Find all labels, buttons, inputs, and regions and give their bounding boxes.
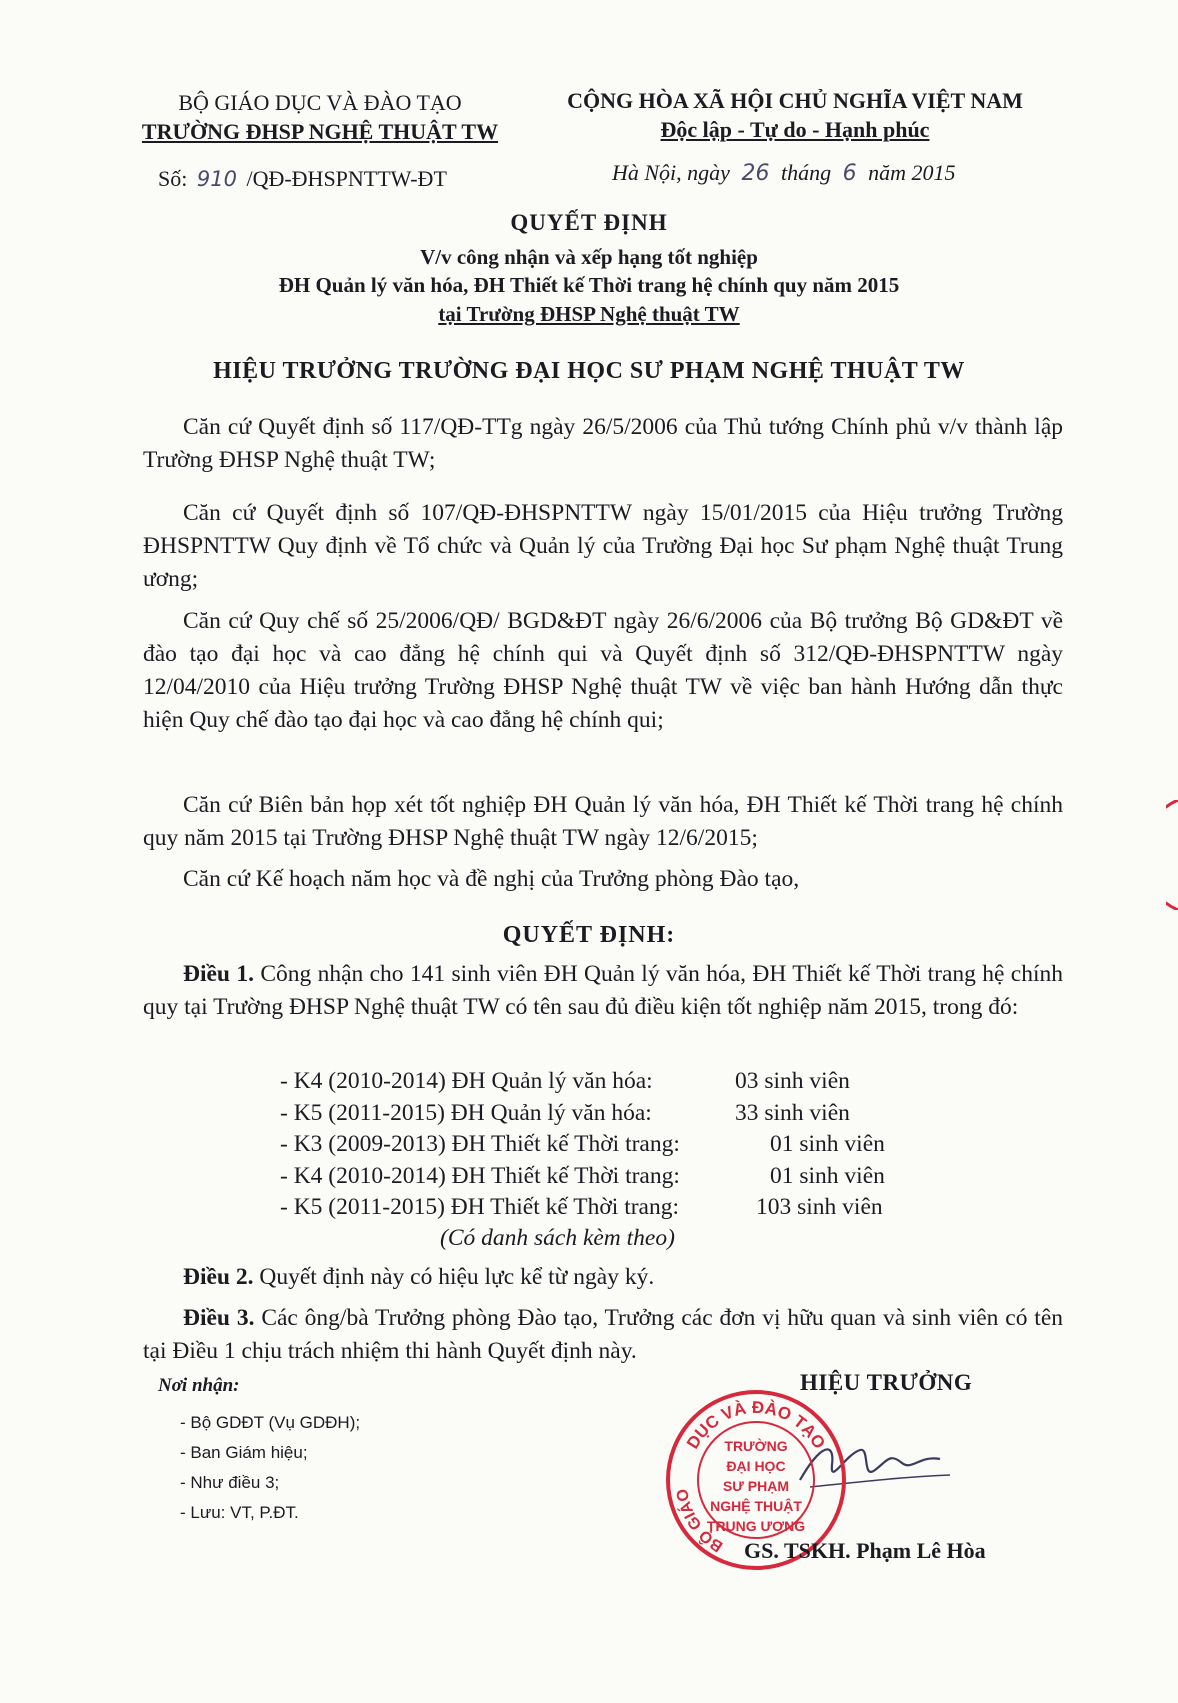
principal-heading: HIỆU TRƯỞNG TRƯỜNG ĐẠI HỌC SƯ PHẠM NGHỆ THUẬT TW (213, 358, 965, 384)
basis-paragraph-1 (143, 411, 1063, 477)
ministry-name: BỘ GIÁO DỤC VÀ ĐÀO TẠO (178, 90, 462, 115)
national-motto: Độc lập - Tự do - Hạnh phúc (660, 117, 930, 142)
date-month: 6 (842, 161, 857, 186)
seal-line-1: TRƯỜNG (724, 1438, 788, 1454)
article-1 (143, 958, 1063, 1024)
article-3 (143, 1302, 1063, 1368)
cohort-count: 103 sinh viên (756, 1194, 883, 1220)
signer-name: GS. TSKH. Phạm Lê Hòa (744, 1538, 986, 1563)
article-1-label: Điều 1. (183, 961, 254, 987)
list-item: - Như điều 3; (180, 1473, 280, 1492)
subject-line-3-text: tại Trường ĐHSP Nghệ thuật TW (438, 302, 740, 326)
date-year: năm 2015 (868, 160, 956, 185)
cohort-count: 03 sinh viên (735, 1068, 850, 1094)
subject-line-3 (0, 302, 1178, 327)
seal-line-2: ĐẠI HỌC (726, 1458, 786, 1474)
recipients-list (180, 1408, 360, 1528)
basis-paragraph-5 (143, 863, 1063, 896)
cohort-label: - K5 (2011-2015) ĐH Thiết kế Thời trang: (280, 1194, 680, 1220)
date-prefix: Hà Nội, ngày (612, 160, 730, 185)
basis-text: Căn cứ Biên bản họp xét tốt nghiệp ĐH Quản lý văn hóa, ĐH Thiết kế Thời trang hệ chính quy năm 2015 tại Trường ĐHSP Nghệ thuật TW ngày 12/6/2015; (143, 792, 1063, 851)
basis-paragraph-2 (143, 497, 1063, 596)
subject-line-1: V/v công nhận và xếp hạng tốt nghiệp (420, 245, 758, 269)
issue-date (612, 160, 955, 186)
basis-text: Căn cứ Quyết định số 107/QĐ-ĐHSPNTTW ngày 15/01/2015 của Hiệu trưởng Trường ĐHSPNTTW Quy định về Tổ chức và Quản lý của Trường Đại học Sư phạm Nghệ thuật Trung ương; (143, 500, 1063, 592)
article-2 (143, 1261, 1063, 1294)
number-code: /QĐ-ĐHSPNTTW-ĐT (246, 166, 447, 191)
seal-line-3: SƯ PHẠM (722, 1478, 790, 1494)
number-handwritten: 910 (196, 167, 237, 191)
decision-heading: QUYẾT ĐỊNH: (502, 922, 676, 948)
document-number (158, 166, 447, 192)
cohort-label: - K5 (2011-2015) ĐH Quản lý văn hóa: (280, 1099, 652, 1126)
basis-text: Căn cứ Quy chế số 25/2006/QĐ/ BGD&ĐT ngày 26/6/2006 của Bộ trưởng Bộ GD&ĐT về đào tạo đại học và cao đẳng hệ chính qui và Quyết định số 312/QĐ-ĐHSPNTTW ngày 12/04/2010 của Hiệu trưởng Trường ĐHSP Nghệ thuật TW về việc ban hành Hướng dẫn thực hiện Quy chế đào tạo đại học và cao đẳng hệ chính qui; (143, 608, 1063, 733)
list-item: - Lưu: VT, P.ĐT. (180, 1503, 299, 1522)
cohort-label: - K3 (2009-2013) ĐH Thiết kế Thời trang: (280, 1131, 680, 1157)
university-name: TRƯỜNG ĐHSP NGHỆ THUẬT TW (141, 119, 499, 144)
list-item: - Bộ GDĐT (Vụ GDĐH); (180, 1413, 361, 1432)
list-item: - Ban Giám hiệu; (180, 1443, 308, 1462)
seal-line-5: TRUNG ƯƠNG (706, 1518, 806, 1534)
article-3-text: Các ông/bà Trưởng phòng Đào tạo, Trưởng các đơn vị hữu quan và sinh viên có tên tại Điều 1 chịu trách nhiệm thi hành Quyết định này. (143, 1305, 1064, 1364)
cohort-count: 33 sinh viên (735, 1099, 850, 1126)
number-label: Số: (158, 166, 188, 191)
partial-stamp-icon (1166, 800, 1178, 910)
seal-outer-top: DỤC VÀ ĐÀO TẠO (683, 1397, 829, 1453)
basis-paragraph-4 (143, 789, 1063, 855)
signer-title: HIỆU TRƯỞNG (800, 1370, 973, 1395)
seal-outer-left: BỘ GIÁO (673, 1487, 727, 1555)
cohort-label: - K4 (2010-2014) ĐH Quản lý văn hóa: (280, 1068, 653, 1094)
subject-line-2: ĐH Quản lý văn hóa, ĐH Thiết kế Thời trang hệ chính quy năm 2015 (278, 273, 900, 297)
article-2-text: Quyết định này có hiệu lực kể từ ngày ký. (259, 1264, 655, 1290)
article-3-label: Điều 3. (183, 1305, 255, 1331)
document-title: QUYẾT ĐỊNH (510, 210, 668, 235)
cohort-count: 01 sinh viên (770, 1131, 885, 1157)
date-day: 26 (741, 161, 770, 186)
date-month-label: tháng (780, 160, 832, 185)
national-header (530, 86, 1060, 144)
cohort-label: - K4 (2010-2014) ĐH Thiết kế Thời trang: (280, 1162, 680, 1189)
basis-text: Căn cứ Kế hoạch năm học và đề nghị của Trưởng phòng Đào tạo, (183, 866, 800, 892)
basis-text: Căn cứ Quyết định số 117/QĐ-TTg ngày 26/5/2006 của Thủ tướng Chính phủ v/v thành lập Trường ĐHSP Nghệ thuật TW; (143, 414, 1063, 473)
article-1-text: Công nhận cho 141 sinh viên ĐH Quản lý văn hóa, ĐH Thiết kế Thời trang hệ chính quy tại Trường ĐHSP Nghệ thuật TW có tên sau đủ điều kiện tốt nghiệp năm 2015, trong đó: (143, 961, 1063, 1020)
attachment-note: (Có danh sách kèm theo) (440, 1225, 675, 1251)
country-name: CỘNG HÒA XÃ HỘI CHỦ NGHĨA VIỆT NAM (567, 88, 1023, 113)
issuer-header (110, 88, 530, 146)
recipients-heading: Nơi nhận: (158, 1375, 240, 1396)
cohort-count: 01 sinh viên (770, 1162, 885, 1189)
article-2-label: Điều 2. (183, 1264, 254, 1290)
basis-paragraph-3 (143, 605, 1063, 737)
seal-line-4: NGHỆ THUẬT (710, 1498, 802, 1514)
